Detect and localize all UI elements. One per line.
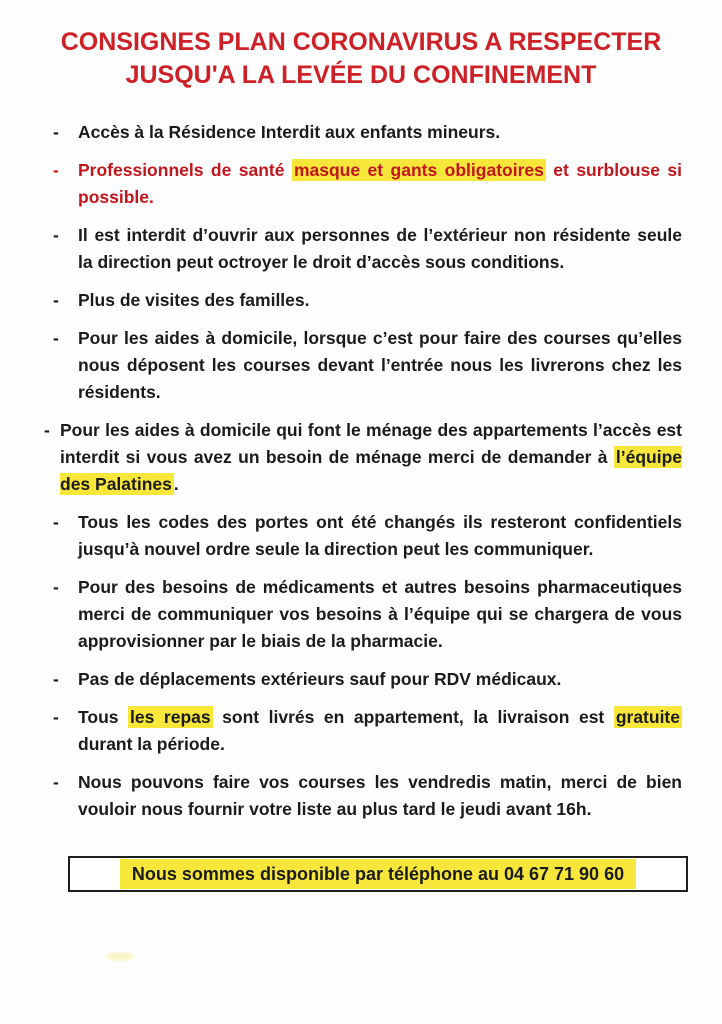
highlight-smudge bbox=[106, 952, 134, 961]
bullet-item bbox=[53, 287, 682, 314]
bullet-dash: - bbox=[53, 707, 59, 727]
bullet-dash: - bbox=[53, 512, 59, 532]
bullet-item bbox=[53, 769, 682, 823]
bullet-dash: - bbox=[53, 669, 59, 689]
highlight-span: l’équipe des Palatines bbox=[60, 447, 682, 494]
title-line-2: JUSQU'A LA LEVÉE DU CONFINEMENT bbox=[125, 61, 597, 89]
bullet-text: Tous les repas sont livrés en appartement, la livraison est gratuite durant la période. bbox=[78, 707, 680, 754]
bullet-dash: - bbox=[53, 328, 59, 348]
bullet-text: Pas de déplacements extérieurs sauf pour RDV médicaux. bbox=[78, 669, 562, 689]
bullet-item bbox=[53, 119, 682, 146]
bullet-dash: - bbox=[53, 772, 59, 792]
bullet-dash: - bbox=[53, 160, 59, 180]
bullet-item bbox=[44, 417, 682, 498]
bullet-text: Tous les codes des portes ont été changés ils resteront confidentiels jusqu’à nouvel ordre seule la direction peut les communiquer. bbox=[78, 512, 682, 559]
highlight-span: gratuite bbox=[615, 707, 680, 727]
bullet-dash: - bbox=[53, 122, 59, 142]
bullet-item bbox=[53, 704, 682, 758]
bullet-text: Plus de visites des familles. bbox=[78, 290, 310, 310]
bullet-text: Pour les aides à domicile, lorsque c’est pour faire des courses qu’elles nous déposent les courses devant l’entrée nous les livrerons chez les résidents. bbox=[78, 328, 682, 402]
bullet-item bbox=[53, 222, 682, 276]
bullet-text: Nous pouvons faire vos courses les vendredis matin, merci de bien vouloir nous fournir votre liste au plus tard le jeudi avant 16h. bbox=[78, 772, 682, 819]
bullet-item bbox=[53, 509, 682, 563]
bullet-item bbox=[53, 157, 682, 211]
bullet-text: Il est interdit d’ouvrir aux personnes de l’extérieur non résidente seule la direction peut octroyer le droit d’accès sous conditions. bbox=[78, 225, 682, 272]
highlight-span: les repas bbox=[130, 707, 211, 727]
bullet-item bbox=[53, 666, 682, 693]
document-title bbox=[0, 0, 722, 92]
bullet-item bbox=[53, 574, 682, 655]
bullet-text: Pour des besoins de médicaments et autres besoins pharmaceutiques merci de communiquer vos besoins à l’équipe qui se chargera de vous approvisionner par le biais de la pharmacie. bbox=[78, 577, 682, 651]
bullet-dash: - bbox=[53, 577, 59, 597]
title-line-1: CONSIGNES PLAN CORONAVIRUS A RESPECTER bbox=[60, 28, 662, 56]
phone-text: Nous sommes disponible par téléphone au 04 67 71 90 60 bbox=[120, 859, 636, 889]
bullet-list bbox=[44, 119, 682, 823]
bullet-text: Accès à la Résidence Interdit aux enfants mineurs. bbox=[78, 122, 501, 142]
bullet-dash: - bbox=[44, 420, 50, 440]
bullet-dash: - bbox=[53, 290, 59, 310]
phone-box bbox=[68, 856, 688, 892]
bullet-item bbox=[53, 325, 682, 406]
bullet-text: Professionnels de santé masque et gants obligatoires et surblouse si possible. bbox=[78, 160, 682, 207]
bullet-dash: - bbox=[53, 225, 59, 245]
highlight-span: masque et gants obligatoires bbox=[293, 160, 544, 180]
bullet-text: Pour les aides à domicile qui font le ménage des appartements l’accès est interdit si vous avez un besoin de ménage merci de demander à l’équipe des Palatines . bbox=[60, 420, 682, 494]
document-body bbox=[44, 119, 682, 892]
